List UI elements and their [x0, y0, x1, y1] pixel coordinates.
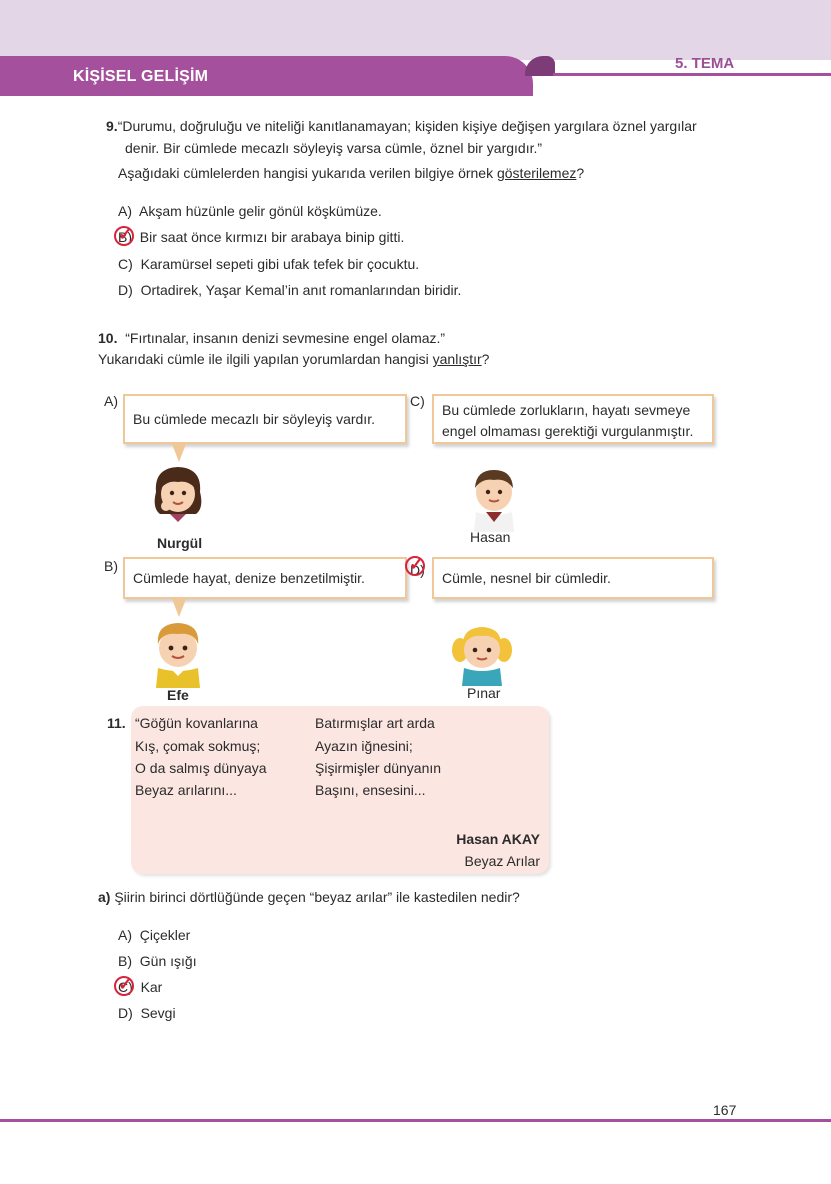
q9-option-b[interactable]: [118, 227, 404, 247]
option-text: Ortadirek, Yaşar Kemal’in anıt romanlarından biridir.: [140, 282, 462, 298]
header-band: [0, 0, 831, 60]
option-text: Akşam hüzünle gelir gönül köşkümüze.: [139, 203, 382, 219]
q10-option-b-letter: B): [104, 558, 118, 574]
q9-option-a[interactable]: [118, 201, 382, 221]
bubble-tail: [172, 444, 186, 462]
question-10-prompt-underlined: yanlıştır: [432, 351, 482, 367]
option-letter: B): [118, 953, 132, 969]
poem-col1-line3: O da salmış dünyaya: [135, 760, 267, 776]
bubble-text: Cümlede hayat, denize benzetilmiştir.: [133, 570, 365, 586]
question-9-prompt-underlined: gösterilemez: [496, 165, 577, 181]
q10-option-c-bubble[interactable]: [432, 394, 714, 444]
question-10-quote-line: [98, 328, 445, 348]
q10-option-a-bubble[interactable]: [123, 394, 407, 444]
answer-check-mark-icon: [114, 976, 134, 996]
answer-check-mark-icon: [405, 556, 425, 576]
option-letter: B): [118, 229, 132, 245]
q10-option-c-letter: C): [410, 393, 425, 409]
question-10-number: 10.: [98, 330, 118, 346]
question-10-prompt: [98, 349, 489, 369]
kid-name-efe: Efe: [167, 687, 189, 703]
option-letter: A): [118, 203, 132, 219]
q10-option-d-bubble[interactable]: [432, 557, 714, 599]
option-letter: A): [118, 927, 132, 943]
girl-nurgul-illustration: [148, 462, 208, 536]
page-number: 167: [713, 1102, 737, 1118]
q10-option-a-letter: A): [104, 393, 118, 409]
bubble-tail: [172, 599, 186, 617]
question-10-prompt-post: ?: [481, 351, 490, 367]
q11-option-b[interactable]: [118, 951, 197, 971]
question-10-prompt-pre: Yukarıdaki cümle ile ilgili yapılan yorumlardan hangisi: [98, 351, 433, 367]
q11-option-d[interactable]: [118, 1003, 176, 1023]
tema-title: 5. TEMA: [675, 55, 735, 72]
girl-pinar-illustration: [450, 620, 514, 686]
kid-name-nurgul: Nurgül: [157, 535, 203, 551]
boy-hasan-illustration: [466, 464, 522, 532]
question-9-prompt-post: ?: [576, 165, 585, 181]
option-text: Kar: [140, 979, 163, 995]
poem-col2-line3: Şişirmişler dünyanın: [315, 760, 442, 776]
q9-option-c[interactable]: [118, 254, 419, 274]
option-letter: C): [118, 256, 133, 272]
answer-check-mark-icon: [114, 226, 134, 246]
question-11a-text: Şiirin birinci dörtlüğünde geçen “beyaz arılar” ile kastedilen nedir?: [114, 889, 520, 905]
q10-option-b-bubble[interactable]: [123, 557, 407, 599]
question-10-quote: “Fırtınalar, insanın denizi sevmesine engel olamaz.”: [125, 330, 446, 346]
poem-col2-line4: Başını, ensesini...: [315, 782, 426, 798]
q11-option-a[interactable]: [118, 925, 190, 945]
poem-title: Beyaz Arılar: [464, 853, 540, 869]
question-11-number: 11.: [107, 715, 126, 731]
poem-col1-line4: Beyaz arılarını...: [135, 782, 237, 798]
option-text: Sevgi: [140, 1005, 176, 1021]
poem-author: Hasan AKAY: [456, 831, 540, 847]
option-text: Bir saat önce kırmızı bir arabaya binip gitti.: [139, 229, 405, 245]
header-rule: [553, 73, 831, 76]
bubble-text-line1: Bu cümlede zorlukların, hayatı sevmeye: [442, 402, 691, 418]
option-letter: C): [118, 979, 133, 995]
question-9-text1: “Durumu, doğruluğu ve niteliği kanıtlanamayan; kişiden kişiye değişen yargılara öznel yargılar: [117, 118, 697, 134]
poem-col2-line2: Ayazın iğnesini;: [315, 738, 413, 754]
q10-option-d-letter: D): [410, 562, 425, 578]
option-letter: D): [118, 282, 133, 298]
poem-col2-line1: Batırmışlar art arda: [315, 715, 435, 731]
boy-efe-illustration: [148, 618, 208, 688]
question-9-prompt-pre: Aşağıdaki cümlelerden hangisi yukarıda verilen bilgiye örnek: [118, 165, 497, 181]
option-text: Gün ışığı: [139, 953, 197, 969]
bubble-text: Cümle, nesnel bir cümledir.: [442, 570, 611, 586]
option-letter: D): [118, 1005, 133, 1021]
question-9-prompt: [118, 163, 584, 183]
poem-col1-line1: “Göğün kovanlarına: [135, 715, 258, 731]
bubble-text: Bu cümlede mecazlı bir söyleyiş vardır.: [133, 411, 375, 427]
question-9-number: 9.: [106, 118, 118, 134]
bubble-text-line2: engel olmaması gerektiği vurgulanmıştır.: [442, 423, 694, 439]
q9-option-d[interactable]: [118, 280, 461, 300]
option-text: Karamürsel sepeti gibi ufak tefek bir çocuktu.: [140, 256, 420, 272]
kid-name-pinar: Pınar: [467, 685, 501, 701]
poem-col1-line2: Kış, çomak sokmuş;: [135, 738, 261, 754]
kid-name-hasan: Hasan: [470, 529, 511, 545]
question-9-line2: denir. Bir cümlede mecazlı söyleyiş varsa cümle, öznel bir yargıdır.”: [125, 140, 543, 156]
question-11a-label: a): [98, 889, 111, 905]
section-title: KİŞİSEL GELİŞİM: [73, 68, 209, 85]
option-text: Çiçekler: [139, 927, 191, 943]
footer-rule: [0, 1119, 831, 1122]
question-9-line1: [106, 116, 697, 136]
question-11a-prompt: [98, 887, 520, 907]
